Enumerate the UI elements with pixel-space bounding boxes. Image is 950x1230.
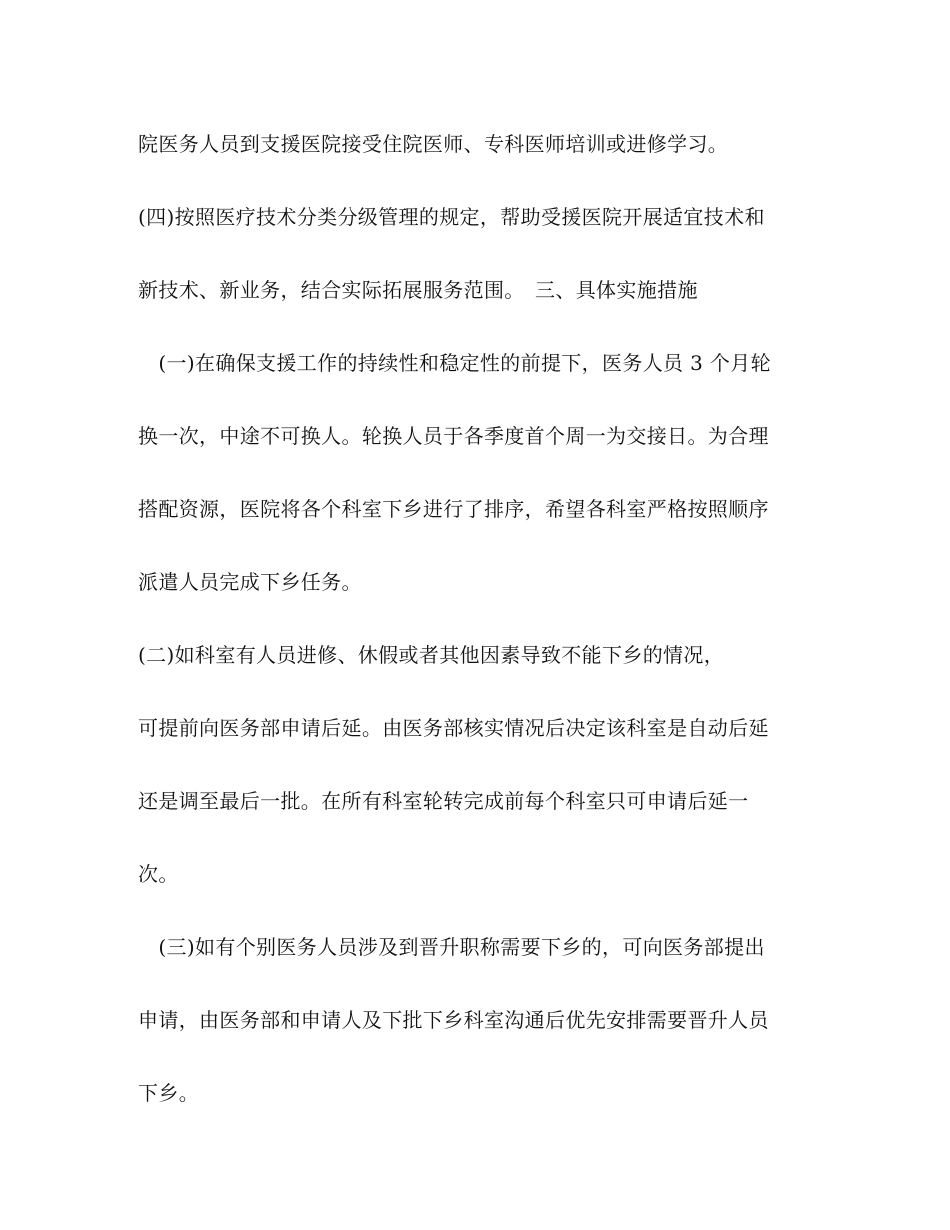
text-line: 搭配资源，医院将各个科室下乡进行了排序，希望各科室严格按照顺序 (138, 497, 769, 521)
text-line: (三)如有个别医务人员涉及到晋升职称需要下乡的，可向医务部提出 (138, 935, 765, 959)
text-line: 换一次，中途不可换人。轮换人员于各季度首个周一为交接日。为合理 (138, 424, 769, 448)
text-line: (四)按照医疗技术分类分级管理的规定，帮助受援医院开展适宜技术和 (138, 205, 765, 229)
text-line: 新技术、新业务，结合实际拓展服务范围。 三、具体实施措施 (138, 278, 698, 302)
text-line: 申请，由医务部和申请人及下批下乡科室沟通后优先安排需要晋升人员 (138, 1008, 769, 1032)
text-line: 次。 (138, 862, 179, 886)
text-line: 可提前向医务部申请后延。由医务部核实情况后决定该科室是自动后延 (138, 716, 769, 740)
text-line: (二)如科室有人员进修、休假或者其他因素导致不能下乡的情况， (138, 643, 725, 667)
text-line: 还是调至最后一批。在所有科室轮转完成前每个科室只可申请后延一 (138, 789, 749, 813)
text-line: 院医务人员到支援医院接受住院医师、专科医师培训或进修学习。 (138, 132, 729, 156)
text-line: 下乡。 (138, 1081, 200, 1105)
text-line: (一)在确保支援工作的持续性和稳定性的前提下，医务人员 3 个月轮 (138, 351, 771, 375)
text-line: 派遣人员完成下乡任务。 (138, 570, 362, 594)
